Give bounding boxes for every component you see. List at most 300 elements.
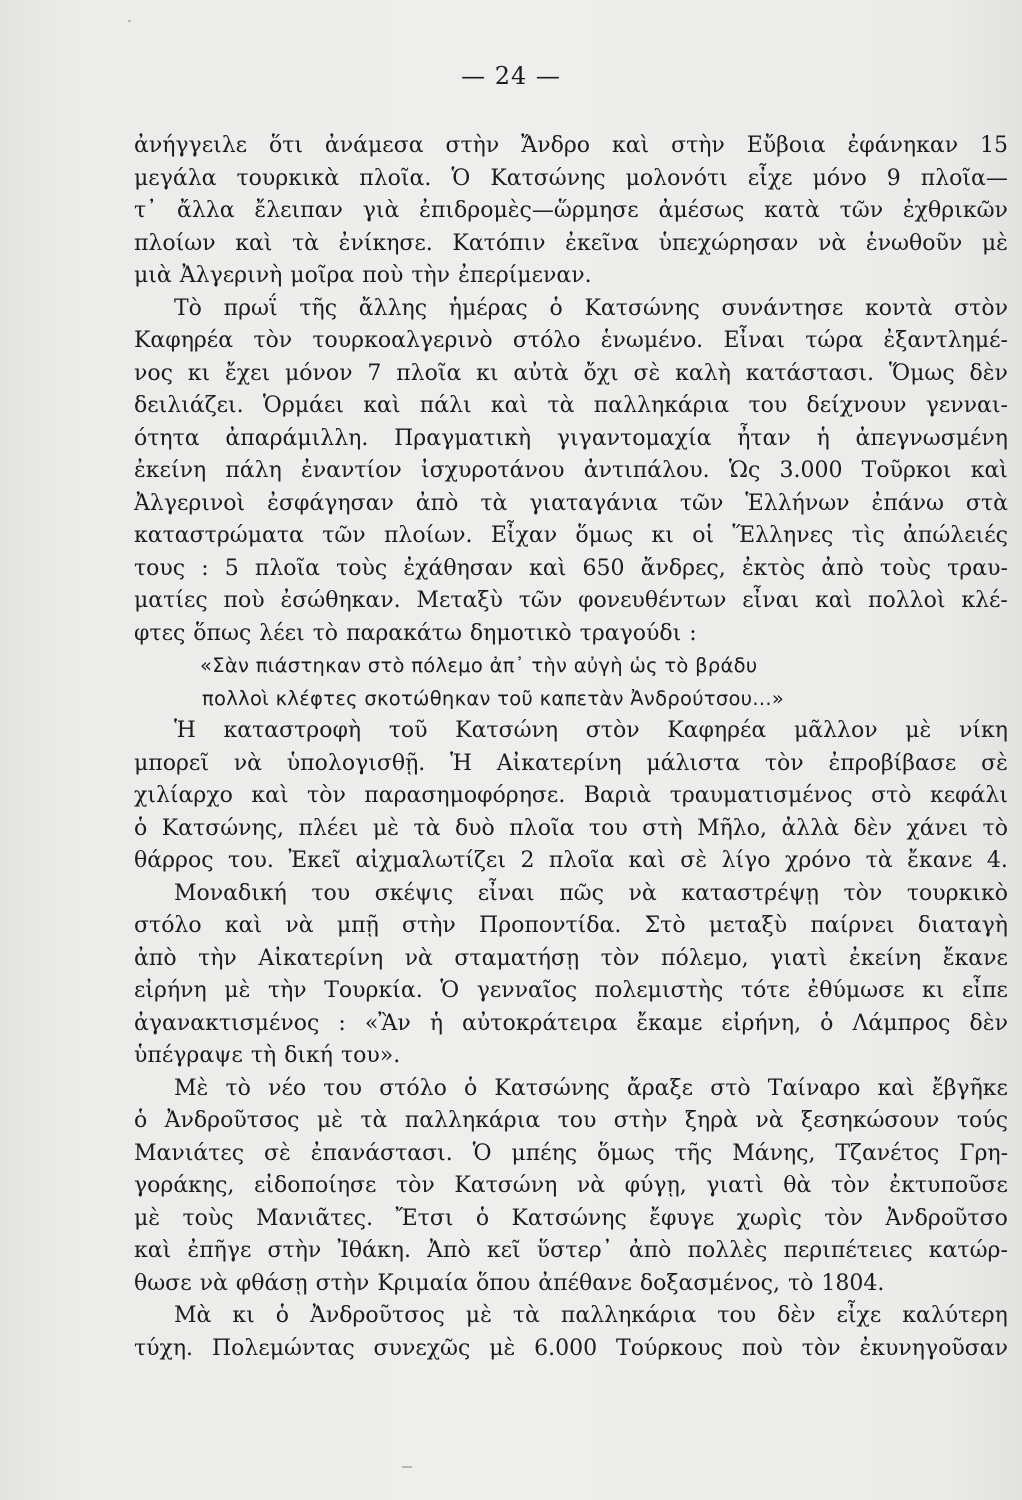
word: αἰχμαλωτίζει (355, 848, 506, 873)
word: Βαριὰ (583, 783, 652, 808)
word: Τούρκους (616, 1335, 723, 1361)
word: συνεχῶς (373, 1335, 471, 1361)
page-number: — 24 — (461, 62, 561, 90)
word: ότητα (134, 425, 200, 451)
word: ἐπῆγε (187, 1238, 252, 1263)
word: κοντὰ (865, 295, 933, 321)
word: 650 (582, 555, 625, 581)
word: λέει (259, 620, 305, 646)
word: θὰ (783, 1173, 812, 1198)
word: ξηρὰ (684, 1108, 738, 1133)
word: ὁ (464, 1075, 478, 1101)
word: πλοῖα (396, 360, 462, 386)
word: ὑπέγραψε (134, 1043, 243, 1068)
text-line (134, 260, 1008, 293)
word: Καφηρέα (134, 328, 234, 353)
word: ἀπεγνωσμένη (855, 425, 1008, 451)
word: Πραγματικὴ (394, 425, 532, 451)
word: ἀπώλειές (903, 523, 1008, 548)
word: εἶχε (747, 165, 793, 191)
word: στόλο (379, 1075, 447, 1101)
word: τὶς (851, 523, 885, 548)
word: Μανιάτες (134, 1140, 245, 1166)
word: Ἀνδροῦτσος (164, 1108, 300, 1133)
word: ἔκανε (907, 848, 973, 873)
word: τὸν (307, 783, 346, 808)
word: Μεταξὺ (416, 588, 503, 613)
word: του». (341, 1043, 401, 1068)
word: στὴν (402, 913, 456, 938)
text-line (134, 1105, 1008, 1138)
word: ἦταν (737, 425, 791, 451)
word: τῆς (674, 1140, 713, 1166)
text-line (134, 910, 1008, 943)
word: μὲ (316, 1108, 343, 1133)
word: Γρη- (959, 1140, 1008, 1166)
word: τὴ (250, 1043, 277, 1068)
text-line (134, 1040, 1008, 1073)
word: περιπέτειες (783, 1238, 913, 1263)
word: ἑνωθοῦν (865, 230, 963, 256)
word: Τὸ (174, 295, 202, 321)
word: στὸ (871, 783, 912, 808)
word: στὴ (642, 815, 683, 841)
word: στόλο (512, 328, 581, 353)
word: ἄλλα (176, 198, 235, 223)
word: τότε (740, 978, 790, 1003)
word: τὴν (198, 945, 237, 971)
word: στόλο (134, 913, 202, 938)
word: παλληκάρια (593, 393, 730, 418)
word: ἡμέρας (448, 295, 528, 321)
word: ἡ (816, 425, 830, 451)
word: τραγούδι (579, 620, 682, 646)
word: ἐπερίμεναν. (458, 263, 592, 288)
word: καταστροφὴ (223, 718, 362, 743)
word: τὰ (292, 230, 320, 256)
word: ὑπεχώρησαν (658, 230, 799, 256)
word: πάλι (419, 393, 472, 418)
word: ἐθύμωσε (807, 978, 905, 1003)
word: ἐπροβίβασε (828, 750, 957, 776)
word: ὅμως (575, 523, 634, 548)
word: σὲ (981, 750, 1008, 776)
word: τὰ (480, 490, 508, 516)
word: δημοτικὸ (469, 620, 572, 646)
word: μὲ (981, 230, 1008, 256)
word: ἄραξε (626, 1075, 694, 1101)
word: τὴν (267, 978, 307, 1003)
word: εἶχε (836, 1303, 882, 1328)
word: πόλεμο, (660, 945, 749, 971)
word: ἐσώθηκαν. (280, 588, 401, 613)
word: ὄχι (583, 360, 619, 386)
word: μπέης (511, 1140, 578, 1166)
word: μεγάλα (134, 165, 217, 191)
word: πλοίων. (383, 523, 473, 548)
word: δὲν (969, 1010, 1008, 1036)
word: καλύτερη (902, 1303, 1008, 1328)
word: εἰρήνη (134, 978, 207, 1003)
word: φτες (134, 620, 186, 646)
word: τουρκοαλγερινὸ (312, 328, 493, 353)
word: Μὰ (174, 1303, 212, 1328)
word: στὸν (585, 718, 640, 743)
word: κατώρ- (928, 1238, 1008, 1263)
word: τὴν (411, 263, 451, 288)
word: του (717, 1303, 757, 1328)
word: Πολεμώντας (211, 1335, 355, 1361)
word: μὲ (465, 1303, 492, 1328)
word: Ἰθάκη. (337, 1238, 411, 1263)
word: ἐκεῖνα (565, 230, 639, 256)
word: τῶν (518, 588, 563, 613)
word: ὁ (820, 1010, 834, 1036)
word: ματίες (134, 588, 208, 613)
word: χωρὶς (736, 1205, 802, 1231)
word: ἔφυγε (649, 1205, 715, 1231)
word: 9 (886, 165, 901, 191)
word: κι (651, 523, 674, 548)
word: πλοῖα (509, 815, 575, 841)
word: ἀλλὰ (781, 815, 840, 841)
word: Κατσώνη (455, 718, 559, 743)
word: Ἡ (450, 750, 472, 776)
word: τουρκικὰ (236, 165, 340, 191)
word: μπορεῖ (134, 750, 209, 776)
word: 15 (979, 133, 1008, 158)
word: καταστρέψῃ (681, 880, 819, 906)
word: κεφάλι (929, 783, 1008, 808)
word: καὶ (134, 1238, 172, 1263)
text-line (134, 195, 1008, 228)
word: : (338, 1010, 346, 1036)
word: μολονότι (625, 165, 728, 191)
word: Κατσώνης (494, 1075, 610, 1101)
word: Τουρκία. (324, 978, 423, 1003)
word: τους (134, 555, 186, 581)
word: ἡ (429, 1010, 443, 1036)
word: δειλιάζει. (134, 393, 244, 418)
word: Κατσώνης (511, 1205, 627, 1231)
word: τούς (956, 1108, 1008, 1133)
word: φθάσῃ (235, 1270, 308, 1296)
word: τὰ (413, 815, 441, 841)
word: νὰ (233, 750, 262, 776)
word: ἐσφάγησαν (267, 490, 394, 516)
text-line (134, 163, 1008, 196)
word: 1804. (821, 1270, 885, 1296)
word: ἀπέθανε (538, 1270, 632, 1296)
word: εἰδοποίησε (253, 1173, 377, 1198)
word: καὶ (251, 783, 289, 808)
word: ὅπως (193, 620, 252, 646)
word: Ἄνδρο (521, 133, 591, 158)
word: παίρνει (810, 913, 895, 938)
word: χάνει (906, 815, 969, 841)
word: πλοῖα (254, 555, 321, 581)
word: παλληκάρια (560, 1303, 697, 1328)
word: Ἀλγερινοὶ (134, 490, 246, 516)
word: Εἶχαν (490, 523, 558, 548)
word: δὲν (777, 1303, 816, 1328)
word: Εἶναι (723, 328, 785, 353)
word: Ἡ (174, 718, 196, 743)
word: λίγο (721, 848, 771, 873)
word: νὰ (628, 880, 657, 906)
word: μιὰ (134, 263, 172, 288)
word: τὸν (600, 945, 640, 971)
word: 5 (224, 555, 239, 581)
word: πλοῖα (548, 848, 615, 873)
word: ἐνίκησε. (338, 230, 433, 256)
text-line (134, 423, 1008, 456)
word: τὰ (360, 1108, 388, 1133)
word: καὶ (814, 588, 853, 613)
word: ἀπὸ (134, 945, 177, 971)
word: καταστρώματα (134, 523, 304, 548)
word: ἄλλης (358, 295, 428, 321)
word: ποὺ (223, 588, 265, 613)
word: Κατόπιν (452, 230, 546, 256)
song-verse-line: «Σὰν πιάστηκαν στὸ πόλεμο ἀπ᾿ τὴν αὐγὴ ὡς τὸ βράδυ (200, 654, 758, 677)
word: μόνον (285, 360, 353, 386)
word: Μοναδική (174, 880, 287, 906)
word: στὴν (267, 1238, 322, 1263)
word: στὴν (613, 1108, 668, 1133)
word: τὰ (547, 393, 575, 418)
word: παλληκάρια (404, 1108, 541, 1133)
word: Αἰκατερίνη (496, 750, 622, 776)
word: καὶ (224, 913, 263, 938)
word: παρακάτω (346, 620, 462, 646)
word: ὑπολογισθῇ. (286, 750, 426, 776)
body-text (134, 130, 1008, 1365)
word: ὁ (134, 1108, 148, 1133)
word: ἐχάθησαν (403, 555, 514, 581)
word: ἄνδρες, (640, 555, 726, 581)
word: σκέψις (374, 880, 454, 906)
word: δοξασμένος, (639, 1270, 780, 1296)
word: τὸ (788, 1270, 814, 1296)
text-line (134, 1203, 1008, 1236)
word: καὶ (363, 393, 401, 418)
word: κι (187, 360, 211, 386)
word: Ἐκεῖ (288, 848, 341, 873)
word: ἔβγῆκε (931, 1075, 1008, 1101)
word: μάλιστα (646, 750, 741, 776)
word: ἀπὸ (628, 1238, 672, 1263)
text-line (134, 1235, 1008, 1268)
word: τὸν (253, 328, 293, 353)
word: τὰ (512, 1303, 540, 1328)
word: σὲ (264, 1140, 291, 1166)
scan-speck (402, 1466, 412, 1468)
word: μπῇ (336, 913, 379, 938)
word: ἀμέσως (658, 198, 745, 223)
word: ἐκτὸς (741, 555, 806, 581)
word: γιατὶ (770, 945, 828, 971)
word: τὸν (764, 750, 804, 776)
word: ἐκτυποῦσε (889, 1173, 1008, 1198)
word: τῶν (322, 523, 366, 548)
word: τ᾿ (134, 198, 158, 223)
word: ὁ (549, 295, 563, 321)
text-line (134, 553, 1008, 586)
word: : (689, 620, 697, 646)
word: ἐπάνω (871, 490, 944, 516)
word: αὐτοκράτειρα (462, 1010, 618, 1036)
paragraph-first-line (134, 1300, 1008, 1333)
word: θωσε (134, 1270, 192, 1296)
word: μὲ (134, 1205, 161, 1231)
word: κεῖ (486, 1238, 521, 1263)
word: δείχνουν (806, 393, 907, 418)
word: πολλὲς (687, 1238, 768, 1263)
word: πλοῖα— (920, 165, 1008, 191)
word: 2 (520, 848, 535, 873)
text-line (134, 455, 1008, 488)
word: Ταίναρο (767, 1075, 861, 1101)
word: ἀπὸ (821, 555, 864, 581)
word: 3.000 (779, 458, 843, 483)
word: πλοῖα. (359, 165, 432, 191)
word: καλὴ (675, 360, 731, 386)
paragraph-first-line (134, 1073, 1008, 1106)
word: πλέει (298, 815, 359, 841)
word: διαταγὴ (917, 913, 1008, 938)
word: χιλίαρχο (134, 783, 233, 808)
song-verse-line: πολλοὶ κλέφτες σκοτώθηκαν τοῦ καπετὰν Ἀνδρούτσου...» (202, 686, 785, 710)
paragraph-first-line (134, 293, 1008, 326)
word: Κατσώνης (584, 295, 700, 321)
word: νὰ (199, 1270, 228, 1296)
word: καὶ (877, 1075, 915, 1101)
word: μόνο (812, 165, 867, 191)
word: Κατσώνης (490, 165, 606, 191)
word: του (588, 815, 628, 841)
word: πάλη (225, 458, 282, 483)
word: ἀνήγγειλε (134, 133, 248, 158)
word: νὰ (576, 1173, 606, 1198)
word: γιαταγάνια (529, 490, 658, 516)
word: 7 (367, 360, 382, 386)
word: Ὁ (472, 1140, 492, 1166)
word: φονευθέντων (578, 588, 727, 613)
word: Μὲ (174, 1075, 209, 1101)
text-line (134, 390, 1008, 423)
word: Κριμαία (377, 1270, 468, 1296)
word: πολλοὶ (868, 588, 946, 613)
word: : (201, 555, 209, 581)
word: Λάμπρος (852, 1010, 951, 1036)
word: ἰσχυροτάνου (420, 458, 565, 483)
word: τὸν (843, 880, 883, 906)
text-line (134, 585, 1008, 618)
text-line (134, 618, 1008, 651)
word: ὁ (134, 815, 148, 841)
word: μὲ (372, 815, 399, 841)
paragraph-first-line (134, 878, 1008, 911)
word: ἀπὸ (415, 490, 459, 516)
text-line (134, 1268, 1008, 1301)
text-line (134, 1008, 1008, 1041)
word: τὸν (824, 1205, 863, 1231)
word: Αἰκατερίνη (258, 945, 384, 971)
word: εἰρήνη, (721, 1010, 802, 1036)
word: νὰ (818, 230, 847, 256)
text-line (134, 520, 1008, 553)
text-line (134, 813, 1008, 846)
word: τὸν (395, 1173, 435, 1198)
word: νος (134, 360, 173, 386)
word: γοράκης, (134, 1173, 235, 1198)
word: οἱ (692, 523, 715, 548)
word: φύγῃ, (624, 1173, 687, 1198)
word: στὸ (710, 1075, 751, 1101)
word: μὲ (905, 718, 932, 743)
word: Προποντίδα. (479, 913, 622, 938)
word: κι (232, 1303, 255, 1328)
word: σταματήσῃ (454, 945, 580, 971)
word: ὅπου (475, 1270, 531, 1296)
word: Μανιᾶτες. (255, 1205, 374, 1231)
paragraph-first-line (134, 715, 1008, 748)
text-line (134, 975, 1008, 1008)
word: γενναῖος (476, 978, 578, 1003)
word: δική (284, 1043, 333, 1068)
word: Μῆλο, (697, 815, 767, 841)
word: ποὺ (362, 263, 404, 288)
text-line (134, 845, 1008, 878)
word: ὅμως (596, 1140, 655, 1166)
word: τὸ (225, 1075, 251, 1101)
word: Τοῦρκοι (861, 458, 952, 483)
word: θάρρος (134, 848, 214, 873)
text-line (134, 748, 1008, 781)
word: ἔχει (225, 360, 271, 386)
word: σὲ (680, 848, 708, 873)
word: μοῖρα (290, 263, 355, 288)
word: 4. (986, 848, 1008, 873)
word: δυὸ (454, 815, 495, 841)
word: ἐκείνη (134, 458, 207, 483)
word: ἔκανε (942, 945, 1008, 971)
word: Ἀνδροῦτσος (309, 1303, 445, 1328)
word: εἶναι (477, 880, 535, 906)
word: τῶν (839, 198, 884, 223)
word: στὰ (965, 490, 1008, 516)
word: του. (228, 848, 274, 873)
word: Ἀνδροῦτσο (885, 1205, 1008, 1231)
word: ὁ (275, 1303, 289, 1328)
word: νὰ (285, 913, 314, 938)
word: ὕστερ᾿ (536, 1238, 613, 1263)
word: τύχη. (134, 1335, 194, 1361)
word: καὶ (611, 133, 650, 158)
word: δὲν (853, 815, 892, 841)
word: Ἕλληνες (732, 523, 834, 548)
word: τὸ (312, 620, 339, 646)
word: συνάντησε (721, 295, 844, 321)
word: ἐπιδρομὲς—ὥρμησε (419, 198, 639, 223)
word: Ἀπὸ (427, 1238, 471, 1263)
word: κι (922, 978, 945, 1003)
word: μᾶλλον (793, 718, 878, 743)
word: κατάστασι. (745, 360, 875, 386)
word: στὴν (445, 133, 500, 158)
word: στὸν (954, 295, 1008, 321)
